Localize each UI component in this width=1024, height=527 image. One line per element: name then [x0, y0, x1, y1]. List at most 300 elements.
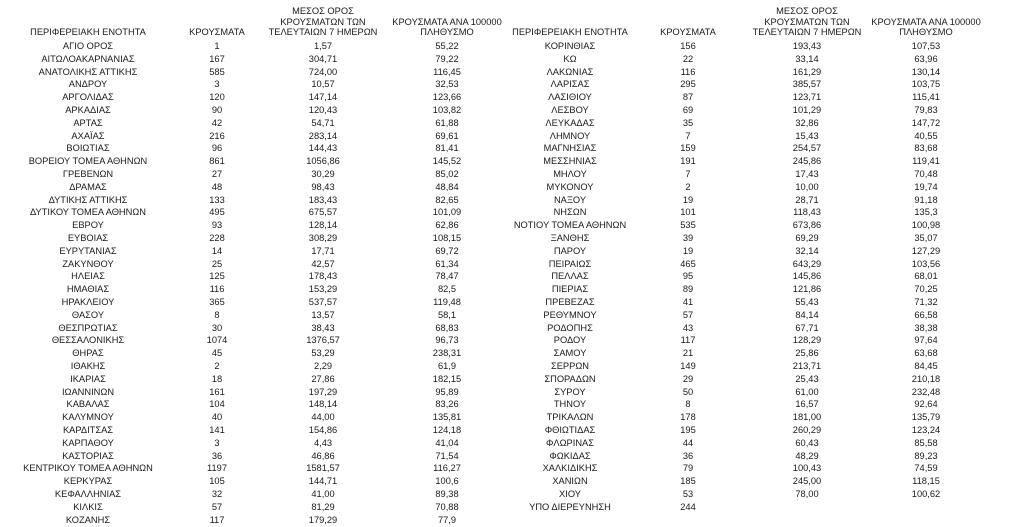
avg7-cell: 1376,57 — [306, 335, 340, 346]
per100k-cell: 130,14 — [911, 66, 941, 77]
region-cell: ΚΑΛΥΜΝΟΥ — [62, 412, 114, 423]
cases-cell: 861 — [209, 156, 225, 167]
region-cell: ΘΗΡΑΣ — [72, 348, 104, 359]
avg7-cell: 44,00 — [311, 412, 335, 423]
region-cell: ΕΒΡΟΥ — [72, 220, 104, 231]
region-cell: ΚΑΒΑΛΑΣ — [66, 399, 110, 410]
cases-cell: 41 — [682, 297, 694, 307]
per100k-cell: 85,58 — [914, 437, 938, 448]
cases-cell: 36 — [211, 450, 223, 461]
cases-cell: 21 — [682, 348, 694, 359]
avg7-cell: 283,14 — [308, 130, 338, 141]
header-cases-left: ΚΡΟΥΣΜΑΤΑ — [189, 27, 245, 38]
region-cell: ΧΙΟΥ — [559, 489, 581, 499]
region-cell: ΙΚΑΡΙΑΣ — [70, 373, 106, 384]
per100k-cell: 101,09 — [432, 207, 462, 218]
region-cell: ΠΕΙΡΑΙΩΣ — [548, 258, 592, 269]
cases-cell: 585 — [209, 66, 225, 77]
table-row-right — [0, 322, 1024, 335]
region-cell: ΕΥΒΟΙΑΣ — [67, 233, 109, 243]
per100k-cell: 82,65 — [435, 194, 459, 205]
table-row-right — [0, 437, 1024, 450]
region-cell: ΦΛΩΡΙΝΑΣ — [545, 437, 595, 448]
table-row-right — [0, 66, 1024, 79]
region-cell: ΝΗΣΩΝ — [553, 207, 587, 218]
cases-cell: 44 — [682, 437, 694, 448]
table-row-right — [0, 194, 1024, 207]
per100k-cell: 89,23 — [914, 450, 938, 461]
table-row-right — [0, 347, 1024, 360]
table-row-right — [0, 53, 1024, 66]
cases-cell: 19 — [682, 194, 694, 205]
cases-cell: 120 — [209, 92, 225, 103]
region-cell: ΠΙΕΡΙΑΣ — [551, 284, 589, 295]
per100k-cell: 118,15 — [912, 476, 940, 487]
avg7-cell: 144,43 — [308, 143, 338, 154]
region-cell: ΠΑΡΟΥ — [553, 245, 587, 256]
avg7-cell: 17,43 — [795, 169, 819, 179]
cases-cell: 495 — [209, 207, 225, 218]
region-cell: ΑΡΓΟΛΙΔΑΣ — [62, 92, 114, 103]
cases-cell: 116 — [209, 284, 225, 295]
cases-cell: 101 — [680, 207, 696, 218]
region-cell: ΠΡΕΒΕΖΑΣ — [545, 297, 595, 307]
region-cell: ΙΘΑΚΗΣ — [70, 361, 106, 371]
per100k-cell: 68,83 — [435, 322, 459, 333]
per100k-cell: 70,25 — [914, 284, 938, 295]
avg7-cell: 673,86 — [792, 220, 822, 231]
cases-cell: 178 — [680, 412, 696, 423]
per100k-cell: 103,56 — [911, 258, 941, 269]
cases-cell: 7 — [685, 169, 691, 179]
cases-cell: 105 — [209, 476, 225, 487]
cases-cell: 45 — [211, 348, 223, 359]
cases-cell: 53 — [682, 489, 694, 499]
per100k-cell: 77,9 — [437, 514, 457, 525]
region-cell: ΦΘΙΩΤΙΔΑΣ — [544, 425, 596, 435]
per100k-cell: 66,58 — [914, 309, 938, 320]
avg7-cell: 27,86 — [311, 373, 335, 384]
avg7-cell: 61,00 — [795, 386, 819, 397]
cases-cell: 228 — [209, 233, 225, 243]
region-cell: ΑΡΤΑΣ — [73, 117, 103, 128]
region-cell: ΜΗΛΟΥ — [553, 169, 587, 179]
table-row-right — [0, 232, 1024, 245]
cases-cell: 95 — [682, 271, 694, 282]
per100k-cell: 127,29 — [911, 245, 941, 256]
per100k-cell: 69,72 — [435, 245, 459, 256]
cases-cell: 159 — [680, 143, 696, 154]
per100k-cell: 100,62 — [911, 489, 941, 499]
avg7-cell: 154,86 — [308, 425, 338, 435]
cases-cell: 365 — [209, 297, 225, 307]
cases-cell: 90 — [211, 105, 223, 115]
region-cell: ΘΑΣΟΥ — [71, 309, 105, 320]
region-cell: ΙΩΑΝΝΙΝΩΝ — [61, 386, 115, 397]
avg7-cell: 128,29 — [792, 335, 822, 346]
cases-cell: 295 — [680, 79, 696, 90]
cases-cell: 57 — [211, 501, 223, 512]
avg7-cell: 179,29 — [308, 514, 338, 525]
cases-cell: 36 — [682, 450, 694, 461]
avg7-cell: 1056,86 — [306, 156, 340, 167]
avg7-cell: 13,57 — [311, 309, 335, 320]
avg7-cell: 17,71 — [311, 245, 335, 256]
cases-cell: 22 — [682, 53, 694, 64]
cases-cell: 39 — [682, 233, 694, 243]
table-row-right — [0, 40, 1024, 53]
avg7-cell: 48,29 — [795, 450, 819, 461]
table-row-right — [0, 475, 1024, 488]
cases-cell: 27 — [211, 169, 223, 179]
table-row-right — [0, 450, 1024, 463]
cases-cell: 104 — [209, 399, 225, 410]
avg7-cell: 101,29 — [792, 105, 822, 115]
table-row-right — [0, 130, 1024, 143]
per100k-cell: 79,22 — [435, 53, 459, 64]
per100k-cell: 85,02 — [435, 169, 459, 179]
cases-cell: 8 — [685, 399, 691, 410]
cases-cell: 133 — [209, 194, 225, 205]
avg7-cell: 308,29 — [308, 233, 338, 243]
region-cell: ΝΟΤΙΟΥ ΤΟΜΕΑ ΑΘΗΝΩΝ — [513, 220, 627, 231]
avg7-cell: 118,43 — [793, 207, 821, 218]
cases-cell: 1 — [214, 41, 220, 51]
cases-cell: 48 — [211, 181, 223, 192]
region-cell: ΗΡΑΚΛΕΙΟΥ — [61, 297, 115, 307]
region-cell: ΒΟΡΕΙΟΥ ΤΟΜΕΑ ΑΘΗΝΩΝ — [28, 156, 148, 167]
per100k-cell: 70,88 — [435, 501, 459, 512]
cases-cell: 117 — [680, 335, 696, 346]
per100k-cell: 135,79 — [911, 412, 941, 423]
per100k-cell: 145,52 — [432, 156, 462, 167]
avg7-cell: 153,29 — [308, 284, 338, 295]
table-row-right — [0, 462, 1024, 475]
avg7-cell: 675,57 — [308, 207, 338, 218]
cases-cell: 50 — [682, 386, 694, 397]
region-cell: ΗΜΑΘΙΑΣ — [66, 284, 110, 295]
region-cell: ΘΕΣΠΡΩΤΙΑΣ — [58, 322, 118, 333]
region-cell: ΔΥΤΙΚΗΣ ΑΤΤΙΚΗΣ — [48, 194, 128, 205]
per100k-cell: 107,53 — [911, 41, 941, 51]
avg7-cell: 67,71 — [795, 322, 819, 333]
per100k-cell: 119,41 — [912, 156, 940, 167]
avg7-cell: 42,57 — [311, 258, 335, 269]
header-region-right: ΠΕΡΙΦΕΡΕΙΑΚΗ ΕΝΟΤΗΤΑ — [512, 27, 628, 38]
per100k-cell: 100,6 — [435, 476, 459, 487]
region-cell: ΚΑΡΠΑΘΟΥ — [62, 437, 114, 448]
avg7-cell: 81,29 — [311, 501, 335, 512]
per100k-cell: 40,55 — [914, 130, 938, 141]
cases-cell: 32 — [211, 489, 223, 499]
region-cell: ΚΟΖΑΝΗΣ — [65, 514, 111, 525]
table-row-right — [0, 360, 1024, 373]
cases-cell: 3 — [214, 79, 220, 90]
region-cell: ΧΑΝΙΩΝ — [552, 476, 588, 487]
cases-cell: 43 — [682, 322, 694, 333]
cases-cell: 141 — [209, 425, 225, 435]
region-cell: ΖΑΚΥΝΘΟΥ — [62, 258, 114, 269]
avg7-cell: 537,57 — [308, 297, 338, 307]
cases-cell: 1074 — [206, 335, 228, 346]
region-cell: ΥΠΟ ΔΙΕΡΕΥΝΗΣΗ — [529, 501, 611, 512]
region-cell: ΣΠΟΡΑΔΩΝ — [544, 373, 596, 384]
per100k-cell: 68,01 — [914, 271, 938, 282]
avg7-cell: 32,86 — [795, 117, 819, 128]
table-row-right — [0, 181, 1024, 194]
region-cell: ΛΑΡΙΣΑΣ — [550, 79, 590, 90]
table-row-right — [0, 206, 1024, 219]
per100k-cell: 71,54 — [435, 450, 459, 461]
table-row-right — [0, 283, 1024, 296]
per100k-cell: 78,47 — [435, 271, 459, 282]
region-cell: ΒΟΙΩΤΙΑΣ — [66, 143, 110, 154]
per100k-cell: 116,45 — [433, 66, 461, 77]
per100k-cell: 32,53 — [435, 79, 459, 90]
table-row-right — [0, 219, 1024, 232]
cases-cell: 465 — [680, 258, 696, 269]
cases-cell: 535 — [680, 220, 696, 231]
per100k-cell: 35,07 — [914, 233, 938, 243]
cases-cell: 149 — [680, 361, 696, 371]
per100k-cell: 116,27 — [433, 463, 461, 474]
region-cell: ΓΡΕΒΕΝΩΝ — [62, 169, 114, 179]
region-cell: ΠΕΛΛΑΣ — [551, 271, 589, 282]
cases-cell: 8 — [214, 309, 220, 320]
avg7-cell: 53,29 — [311, 348, 335, 359]
per100k-cell: 124,18 — [432, 425, 462, 435]
region-cell: ΔΡΑΜΑΣ — [69, 181, 107, 192]
table-row-right — [0, 142, 1024, 155]
cases-cell: 116 — [680, 66, 696, 77]
per100k-cell: 55,22 — [435, 41, 459, 51]
cases-cell: 216 — [209, 130, 225, 141]
cases-cell: 89 — [682, 284, 694, 295]
per100k-cell: 92,64 — [914, 399, 938, 410]
avg7-cell: 10,00 — [795, 181, 819, 192]
cases-cell: 2 — [214, 361, 220, 371]
region-cell: ΚΟΡΙΝΘΙΑΣ — [544, 41, 596, 51]
per100k-cell: 58,1 — [437, 309, 457, 320]
region-cell: ΣΑΜΟΥ — [553, 348, 587, 359]
avg7-cell: 60,43 — [795, 437, 819, 448]
avg7-cell: 148,14 — [308, 399, 338, 410]
per100k-cell: 61,34 — [435, 258, 459, 269]
per100k-cell: 135,3 — [914, 207, 938, 218]
region-cell: ΛΕΥΚΑΔΑΣ — [545, 117, 595, 128]
per100k-cell: 69,61 — [435, 130, 459, 141]
per100k-cell: 108,15 — [432, 233, 462, 243]
avg7-cell: 260,29 — [792, 425, 822, 435]
avg7-cell: 84,14 — [795, 309, 819, 320]
per100k-cell — [862, 501, 990, 514]
per100k-cell: 48,84 — [435, 181, 459, 192]
table-row-right — [0, 501, 1024, 514]
header-per100k-right: ΚΡΟΥΣΜΑΤΑ ΑΝΑ 100000 ΠΛΗΘΥΣΜΟ — [871, 16, 981, 38]
per100k-cell: 83,26 — [435, 399, 459, 410]
table-row-right — [0, 386, 1024, 399]
cases-cell: 117 — [209, 514, 225, 525]
region-cell: ΚΕΡΚΥΡΑΣ — [63, 476, 113, 487]
avg7-cell: 46,86 — [311, 450, 335, 461]
avg7-cell: 1581,57 — [306, 463, 340, 474]
avg7-cell: 30,29 — [311, 169, 335, 179]
header-avg7-left: ΜΕΣΟΣ ΟΡΟΣ ΚΡΟΥΣΜΑΤΩΝ ΤΩΝ ΤΕΛΕΥΤΑΙΩΝ 7 ΗΜΕΡΩΝ — [268, 6, 378, 38]
region-cell: ΑΓΙΟ ΟΡΟΣ — [62, 41, 114, 51]
region-cell: ΝΑΞΟΥ — [553, 194, 587, 205]
table-row-right — [0, 334, 1024, 347]
header-avg7-right: ΜΕΣΟΣ ΟΡΟΣ ΚΡΟΥΣΜΑΤΩΝ ΤΩΝ ΤΕΛΕΥΤΑΙΩΝ 7 ΗΜΕΡΩΝ — [752, 6, 862, 38]
region-cell: ΕΥΡΥΤΑΝΙΑΣ — [59, 245, 117, 256]
cases-cell: 18 — [211, 373, 223, 384]
region-cell: ΣΥΡΟΥ — [554, 386, 586, 397]
table-row-right — [0, 245, 1024, 258]
cases-cell: 40 — [211, 412, 223, 423]
cases-cell: 125 — [209, 271, 225, 282]
per100k-cell: 89,38 — [435, 489, 459, 499]
avg7-cell: 197,29 — [308, 386, 338, 397]
avg7-cell: 181,00 — [792, 412, 822, 423]
avg7-cell: 38,43 — [311, 322, 335, 333]
per100k-cell: 95,89 — [435, 386, 459, 397]
cases-cell: 19 — [682, 245, 694, 256]
table-row-right — [0, 270, 1024, 283]
header-cases-right: ΚΡΟΥΣΜΑΤΑ — [660, 27, 716, 38]
region-cell: ΛΕΣΒΟΥ — [551, 105, 589, 115]
avg7-cell: 178,43 — [308, 271, 338, 282]
avg7-cell: 385,57 — [792, 79, 822, 90]
per100k-cell: 96,73 — [435, 335, 459, 346]
table-row-right — [0, 78, 1024, 91]
avg7-cell: 1,57 — [313, 41, 333, 51]
cases-cell: 161 — [209, 386, 225, 397]
cases-cell: 29 — [682, 373, 694, 384]
avg7-cell: 100,43 — [792, 463, 822, 474]
cases-cell: 79 — [682, 463, 694, 474]
per100k-cell: 91,18 — [914, 194, 938, 205]
per100k-cell: 63,68 — [914, 348, 938, 359]
cases-cell: 244 — [680, 501, 696, 512]
per100k-cell: 115,41 — [912, 92, 940, 103]
avg7-cell: 161,29 — [792, 66, 822, 77]
per100k-cell: 61,88 — [435, 117, 459, 128]
avg7-cell: 15,43 — [795, 130, 819, 141]
per100k-cell: 123,66 — [432, 92, 462, 103]
per100k-cell: 63,96 — [914, 53, 938, 64]
per100k-cell: 103,82 — [432, 105, 462, 115]
avg7-cell: 25,43 — [795, 373, 819, 384]
avg7-cell: 304,71 — [308, 53, 338, 64]
avg7-cell: 724,00 — [308, 66, 338, 77]
cases-cell: 191 — [680, 156, 696, 167]
cases-cell: 42 — [211, 117, 223, 128]
region-cell: ΑΝΑΤΟΛΙΚΗΣ ΑΤΤΙΚΗΣ — [38, 66, 138, 77]
table-row-right — [0, 373, 1024, 386]
avg7-cell: 69,29 — [795, 233, 819, 243]
per100k-cell: 83,68 — [914, 143, 938, 154]
avg7-cell: 54,71 — [311, 117, 335, 128]
per100k-cell: 232,48 — [911, 386, 941, 397]
cases-cell: 30 — [211, 322, 223, 333]
avg7-cell: 213,71 — [792, 361, 822, 371]
avg7-cell: 78,00 — [795, 489, 819, 499]
per100k-cell: 84,45 — [914, 361, 938, 371]
per100k-cell: 238,31 — [432, 348, 462, 359]
avg7-cell: 33,14 — [795, 53, 819, 64]
per100k-cell: 100,98 — [911, 220, 941, 231]
region-cell: ΡΟΔΟΠΗΣ — [547, 322, 593, 333]
region-cell: ΚΑΣΤΟΡΙΑΣ — [62, 450, 114, 461]
table-row-right — [0, 91, 1024, 104]
region-cell: ΛΑΚΩΝΙΑΣ — [546, 66, 594, 77]
cases-cell: 25 — [211, 258, 223, 269]
per100k-cell: 70,48 — [914, 169, 938, 179]
table-row-right — [0, 104, 1024, 117]
avg7-cell: 145,86 — [792, 271, 822, 282]
region-cell: ΡΟΔΟΥ — [553, 335, 587, 346]
cases-cell: 87 — [682, 92, 694, 103]
per100k-cell: 103,75 — [911, 79, 941, 90]
per100k-cell: 19,74 — [914, 181, 938, 192]
avg7-cell: 4,43 — [313, 437, 333, 448]
cases-cell: 156 — [680, 41, 696, 51]
avg7-cell: 10,57 — [311, 79, 335, 90]
cases-cell: 96 — [211, 143, 223, 154]
avg7-cell: 28,71 — [795, 194, 819, 205]
region-cell: ΚΩ — [563, 53, 577, 64]
cases-cell: 7 — [685, 130, 691, 141]
region-cell: ΤΡΙΚΑΛΩΝ — [546, 412, 594, 423]
header-per100k-left: ΚΡΟΥΣΜΑΤΑ ΑΝΑ 100000 ΠΛΗΘΥΣΜΟ — [392, 16, 502, 38]
table-row-right — [0, 296, 1024, 309]
per100k-cell: 210,18 — [911, 373, 941, 384]
avg7-cell: 128,14 — [308, 220, 338, 231]
avg7-cell: 245,00 — [792, 476, 822, 487]
per100k-cell: 74,59 — [914, 463, 938, 474]
region-cell: ΜΥΚΟΝΟΥ — [546, 181, 594, 192]
avg7-cell: 2,29 — [313, 361, 333, 371]
region-cell: ΞΑΝΘΗΣ — [550, 233, 590, 243]
avg7-cell: 25,86 — [795, 348, 819, 359]
avg7-cell: 41,00 — [311, 489, 335, 499]
per100k-cell: 81,41 — [435, 143, 459, 154]
region-cell: ΜΕΣΣΗΝΙΑΣ — [543, 156, 597, 167]
cases-cell: 69 — [682, 105, 694, 115]
avg7-cell: 16,57 — [795, 399, 819, 410]
avg7-cell: 120,43 — [308, 105, 338, 115]
region-cell: ΚΑΡΔΙΤΣΑΣ — [62, 425, 114, 435]
avg7-cell: 123,71 — [792, 92, 822, 103]
table-row-right — [0, 424, 1024, 437]
table-row-right — [0, 117, 1024, 130]
avg7-cell: 32,14 — [795, 245, 819, 256]
region-cell: ΚΙΛΚΙΣ — [73, 501, 103, 512]
table-row-right — [0, 488, 1024, 501]
cases-cell: 93 — [211, 220, 223, 231]
region-cell: ΤΗΝΟΥ — [553, 399, 587, 410]
table-row-right — [0, 168, 1024, 181]
cases-cell: 2 — [685, 181, 691, 192]
region-cell: ΛΑΣΙΘΙΟΥ — [548, 92, 592, 103]
region-cell: ΣΕΡΡΩΝ — [550, 361, 589, 371]
region-cell: ΛΗΜΝΟΥ — [549, 130, 591, 141]
per100k-cell: 147,72 — [911, 117, 941, 128]
avg7-cell: 147,14 — [308, 92, 338, 103]
cases-cell: 1197 — [207, 463, 227, 474]
per100k-cell: 79,83 — [914, 105, 938, 115]
per100k-cell: 97,64 — [914, 335, 938, 346]
per100k-cell: 62,86 — [435, 220, 459, 231]
